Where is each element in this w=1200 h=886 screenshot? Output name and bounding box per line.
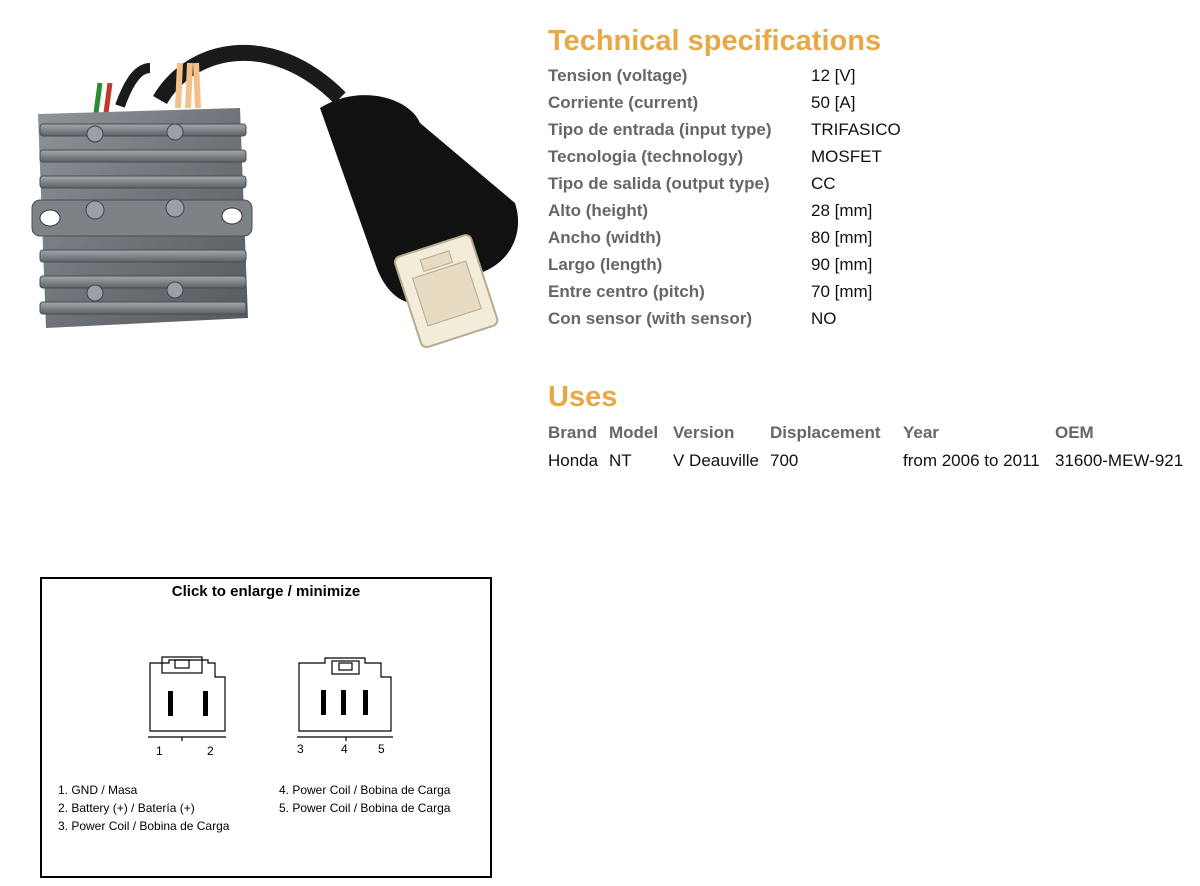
cell-brand: Honda	[548, 450, 599, 470]
column-header-model: Model	[609, 422, 659, 442]
connector-diagram[interactable]	[40, 577, 492, 878]
cell-version: V Deauville	[673, 450, 759, 470]
legend-item: 3. Power Coil / Bobina de Carga	[58, 819, 230, 833]
spec-row	[548, 170, 1188, 197]
cell-year: from 2006 to 2011	[903, 450, 1040, 470]
spec-label: Tecnologia (technology)	[548, 146, 744, 166]
spec-row	[548, 89, 1188, 116]
spec-value: 28 [mm]	[811, 200, 873, 220]
spec-row	[548, 224, 1188, 251]
legend-item: 2. Battery (+) / Batería (+)	[58, 801, 195, 815]
product-image	[10, 28, 535, 358]
spec-label: Corriente (current)	[548, 92, 699, 112]
spec-label: Con sensor (with sensor)	[548, 308, 753, 328]
spec-value: 50 [A]	[811, 92, 856, 112]
spec-value: 80 [mm]	[811, 227, 873, 247]
pin-legend-right	[279, 781, 450, 817]
spec-label: Tipo de salida (output type)	[548, 173, 770, 193]
pin-label: 4	[341, 742, 348, 756]
column-header-version: Version	[673, 422, 735, 442]
pin-legend-left	[58, 781, 229, 835]
pin-label: 5	[378, 742, 385, 756]
pin-label: 2	[207, 744, 214, 758]
legend-item: 1. GND / Masa	[58, 783, 138, 797]
spec-label: Tension (voltage)	[548, 65, 688, 85]
spec-value: NO	[811, 308, 837, 328]
spec-row	[548, 305, 1188, 332]
spec-row	[548, 62, 1188, 89]
diagram-caption[interactable]: Click to enlarge / minimize	[171, 583, 361, 600]
spec-label: Ancho (width)	[548, 227, 662, 247]
spec-row	[548, 251, 1188, 278]
uses-header-row	[548, 418, 1183, 447]
technical-specifications	[548, 24, 1188, 332]
legend-item: 4. Power Coil / Bobina de Carga	[279, 783, 451, 797]
column-header-displacement: Displacement	[770, 422, 881, 442]
legend-item: 5. Power Coil / Bobina de Carga	[279, 801, 451, 815]
column-header-year: Year	[903, 422, 939, 442]
spec-label: Alto (height)	[548, 200, 649, 220]
spec-row	[548, 278, 1188, 305]
cell-oem: 31600-MEW-921	[1055, 450, 1184, 470]
column-header-brand: Brand	[548, 422, 598, 442]
uses-table	[548, 418, 1183, 474]
spec-value: TRIFASICO	[811, 119, 901, 139]
spec-row	[548, 197, 1188, 224]
cell-displacement: 700	[770, 450, 799, 470]
spec-label: Tipo de entrada (input type)	[548, 119, 772, 139]
spec-value: MOSFET	[811, 146, 882, 166]
cell-model: NT	[609, 450, 632, 470]
pin-label: 1	[156, 744, 163, 758]
spec-label: Entre centro (pitch)	[548, 281, 705, 301]
spec-value: 90 [mm]	[811, 254, 873, 274]
table-row	[548, 447, 1183, 474]
spec-row	[548, 143, 1188, 170]
uses-section	[548, 380, 1193, 474]
uses-title: Uses	[548, 381, 618, 413]
spec-row	[548, 116, 1188, 143]
spec-label: Largo (length)	[548, 254, 663, 274]
column-header-oem: OEM	[1055, 422, 1094, 442]
spec-value: CC	[811, 173, 836, 193]
specs-title: Technical specifications	[548, 25, 882, 57]
spec-value: 12 [V]	[811, 65, 856, 85]
spec-value: 70 [mm]	[811, 281, 873, 301]
pin-label: 3	[297, 742, 304, 756]
